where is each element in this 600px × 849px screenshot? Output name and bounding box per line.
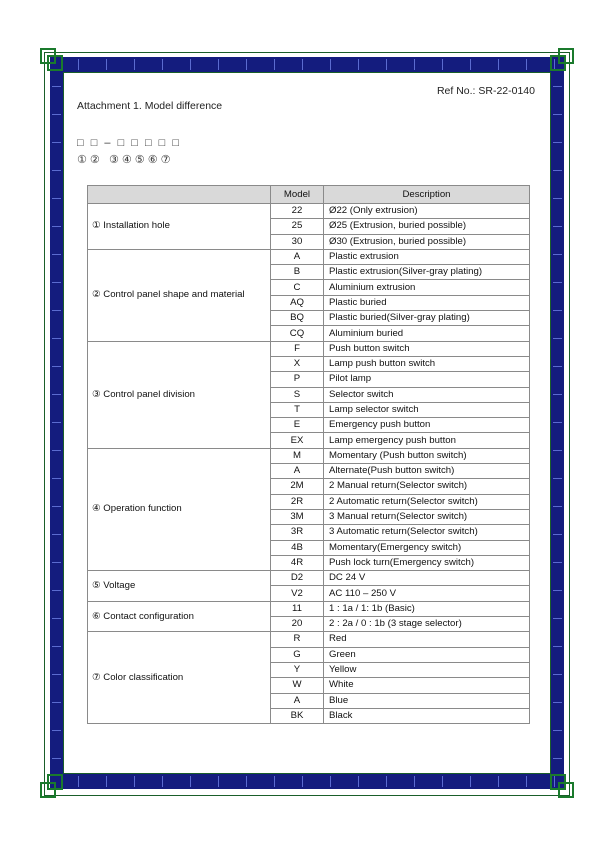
model-cell: T bbox=[271, 402, 324, 417]
model-cell: A bbox=[271, 464, 324, 479]
border-tick bbox=[52, 226, 61, 227]
description-cell: Ø25 (Extrusion, buried possible) bbox=[324, 219, 530, 234]
category-cell: ⑦ Color classification bbox=[88, 632, 271, 724]
border-tick bbox=[553, 310, 562, 311]
border-tick bbox=[52, 674, 61, 675]
border-tick bbox=[553, 450, 562, 451]
border-tick bbox=[553, 534, 562, 535]
border-tick bbox=[52, 590, 61, 591]
border-tick bbox=[358, 59, 359, 70]
border-tick bbox=[553, 86, 562, 87]
border-tick bbox=[78, 776, 79, 787]
model-cell: 3R bbox=[271, 525, 324, 540]
description-cell: 1 : 1a / 1: 1b (Basic) bbox=[324, 601, 530, 616]
model-cell: X bbox=[271, 356, 324, 371]
model-cell: AQ bbox=[271, 295, 324, 310]
border-tick bbox=[553, 198, 562, 199]
reference-number: Ref No.: SR-22-0140 bbox=[436, 85, 535, 97]
model-cell: BK bbox=[271, 708, 324, 723]
description-cell: 2 Automatic return(Selector switch) bbox=[324, 494, 530, 509]
border-tick bbox=[52, 394, 61, 395]
border-tick bbox=[553, 758, 562, 759]
model-cell: Y bbox=[271, 662, 324, 677]
border-tick bbox=[218, 59, 219, 70]
description-cell: 2 : 2a / 0 : 1b (3 stage selector) bbox=[324, 617, 530, 632]
border-tick bbox=[106, 776, 107, 787]
description-cell: Momentary (Push button switch) bbox=[324, 448, 530, 463]
category-cell: ④ Operation function bbox=[88, 448, 271, 570]
model-cell: A bbox=[271, 249, 324, 264]
border-tick bbox=[442, 776, 443, 787]
model-cell: W bbox=[271, 678, 324, 693]
border-tick bbox=[52, 758, 61, 759]
border-band-left bbox=[50, 57, 63, 789]
header-category bbox=[88, 186, 271, 204]
border-tick bbox=[134, 59, 135, 70]
model-code-pattern: □ □ – □ □ □ □ □ bbox=[77, 137, 182, 149]
border-tick bbox=[553, 618, 562, 619]
border-tick bbox=[414, 776, 415, 787]
model-cell: P bbox=[271, 372, 324, 387]
table-header-row bbox=[88, 186, 530, 204]
border-tick bbox=[553, 590, 562, 591]
border-tick bbox=[553, 142, 562, 143]
description-cell: Ø30 (Extrusion, buried possible) bbox=[324, 234, 530, 249]
description-cell: Plastic extrusion(Silver-gray plating) bbox=[324, 265, 530, 280]
border-tick bbox=[52, 450, 61, 451]
header-model: Model bbox=[271, 186, 324, 204]
border-tick bbox=[526, 776, 527, 787]
border-tick bbox=[246, 59, 247, 70]
border-tick bbox=[553, 366, 562, 367]
category-cell: ① Installation hole bbox=[88, 204, 271, 250]
category-cell: ⑥ Contact configuration bbox=[88, 601, 271, 632]
model-cell: 3M bbox=[271, 509, 324, 524]
model-cell: CQ bbox=[271, 326, 324, 341]
table-row bbox=[88, 249, 530, 264]
border-tick bbox=[498, 776, 499, 787]
description-cell: Plastic extrusion bbox=[324, 249, 530, 264]
border-tick bbox=[52, 282, 61, 283]
corner-ornament-top-right bbox=[550, 48, 574, 72]
border-tick bbox=[553, 114, 562, 115]
description-cell: Plastic buried bbox=[324, 295, 530, 310]
model-cell: V2 bbox=[271, 586, 324, 601]
description-cell: AC 110 – 250 V bbox=[324, 586, 530, 601]
border-tick bbox=[52, 198, 61, 199]
border-tick bbox=[52, 506, 61, 507]
corner-ornament-bottom-left bbox=[40, 774, 64, 798]
model-cell: 2M bbox=[271, 479, 324, 494]
model-cell: A bbox=[271, 693, 324, 708]
border-tick bbox=[52, 338, 61, 339]
model-cell: 30 bbox=[271, 234, 324, 249]
border-tick bbox=[52, 366, 61, 367]
table-row bbox=[88, 571, 530, 586]
model-cell: S bbox=[271, 387, 324, 402]
description-cell: Momentary(Emergency switch) bbox=[324, 540, 530, 555]
description-cell: Selector switch bbox=[324, 387, 530, 402]
border-tick bbox=[498, 59, 499, 70]
border-tick bbox=[52, 254, 61, 255]
description-cell: Aluminium extrusion bbox=[324, 280, 530, 295]
model-cell: G bbox=[271, 647, 324, 662]
border-tick bbox=[190, 59, 191, 70]
border-tick bbox=[442, 59, 443, 70]
model-difference-table bbox=[87, 185, 530, 724]
description-cell: Push lock turn(Emergency switch) bbox=[324, 555, 530, 570]
model-cell: EX bbox=[271, 433, 324, 448]
border-tick bbox=[553, 338, 562, 339]
border-tick bbox=[553, 478, 562, 479]
border-tick bbox=[52, 422, 61, 423]
border-tick bbox=[553, 646, 562, 647]
description-cell: White bbox=[324, 678, 530, 693]
border-tick bbox=[330, 776, 331, 787]
description-cell: Green bbox=[324, 647, 530, 662]
description-cell: 3 Automatic return(Selector switch) bbox=[324, 525, 530, 540]
border-tick bbox=[52, 646, 61, 647]
border-tick bbox=[52, 730, 61, 731]
border-tick bbox=[553, 170, 562, 171]
border-tick bbox=[246, 776, 247, 787]
model-cell: E bbox=[271, 418, 324, 433]
description-cell: Lamp push button switch bbox=[324, 356, 530, 371]
model-cell: 22 bbox=[271, 204, 324, 219]
table-row bbox=[88, 601, 530, 616]
border-tick bbox=[386, 776, 387, 787]
border-tick bbox=[553, 562, 562, 563]
model-cell: D2 bbox=[271, 571, 324, 586]
border-tick bbox=[162, 776, 163, 787]
border-tick bbox=[78, 59, 79, 70]
model-cell: C bbox=[271, 280, 324, 295]
border-tick bbox=[52, 170, 61, 171]
border-tick bbox=[302, 59, 303, 70]
description-cell: Red bbox=[324, 632, 530, 647]
table-row bbox=[88, 632, 530, 647]
border-tick bbox=[386, 59, 387, 70]
table-row bbox=[88, 341, 530, 356]
border-tick bbox=[274, 776, 275, 787]
model-cell: 2R bbox=[271, 494, 324, 509]
model-cell: 11 bbox=[271, 601, 324, 616]
border-tick bbox=[52, 702, 61, 703]
corner-ornament-top-left bbox=[40, 48, 64, 72]
description-cell: 3 Manual return(Selector switch) bbox=[324, 509, 530, 524]
border-tick bbox=[470, 776, 471, 787]
border-tick bbox=[330, 59, 331, 70]
border-tick bbox=[526, 59, 527, 70]
border-tick bbox=[553, 702, 562, 703]
header-description: Description bbox=[324, 186, 530, 204]
border-tick bbox=[414, 59, 415, 70]
border-tick bbox=[52, 114, 61, 115]
description-cell: Ø22 (Only extrusion) bbox=[324, 204, 530, 219]
border-tick bbox=[302, 776, 303, 787]
border-tick bbox=[52, 86, 61, 87]
description-cell: Blue bbox=[324, 693, 530, 708]
border-tick bbox=[274, 59, 275, 70]
border-tick bbox=[52, 534, 61, 535]
border-tick bbox=[52, 618, 61, 619]
description-cell: Pilot lamp bbox=[324, 372, 530, 387]
border-tick bbox=[553, 730, 562, 731]
model-cell: F bbox=[271, 341, 324, 356]
description-cell: Black bbox=[324, 708, 530, 723]
border-band-top bbox=[50, 57, 564, 72]
border-tick bbox=[553, 226, 562, 227]
border-band-right bbox=[551, 57, 564, 789]
border-tick bbox=[52, 478, 61, 479]
border-tick bbox=[218, 776, 219, 787]
description-cell: Plastic buried(Silver-gray plating) bbox=[324, 311, 530, 326]
border-tick bbox=[106, 59, 107, 70]
description-cell: Aluminium buried bbox=[324, 326, 530, 341]
border-tick bbox=[553, 394, 562, 395]
description-cell: Emergency push button bbox=[324, 418, 530, 433]
model-cell: B bbox=[271, 265, 324, 280]
description-cell: DC 24 V bbox=[324, 571, 530, 586]
model-cell: R bbox=[271, 632, 324, 647]
description-cell: 2 Manual return(Selector switch) bbox=[324, 479, 530, 494]
border-tick bbox=[553, 506, 562, 507]
border-tick bbox=[553, 282, 562, 283]
table-body bbox=[88, 204, 530, 724]
category-cell: ⑤ Voltage bbox=[88, 571, 271, 602]
border-tick bbox=[553, 254, 562, 255]
border-tick bbox=[162, 59, 163, 70]
border-tick bbox=[52, 142, 61, 143]
border-tick bbox=[470, 59, 471, 70]
border-tick bbox=[52, 562, 61, 563]
description-cell: Push button switch bbox=[324, 341, 530, 356]
border-tick bbox=[358, 776, 359, 787]
border-tick bbox=[553, 422, 562, 423]
model-cell: BQ bbox=[271, 311, 324, 326]
page-title: Attachment 1. Model difference bbox=[77, 100, 223, 112]
border-tick bbox=[134, 776, 135, 787]
model-cell: 4R bbox=[271, 555, 324, 570]
description-cell: Lamp emergency push button bbox=[324, 433, 530, 448]
border-tick bbox=[52, 310, 61, 311]
description-cell: Yellow bbox=[324, 662, 530, 677]
border-tick bbox=[553, 674, 562, 675]
model-code-positions: ① ② ③ ④ ⑤ ⑥ ⑦ bbox=[77, 154, 171, 166]
description-cell: Lamp selector switch bbox=[324, 402, 530, 417]
category-cell: ② Control panel shape and material bbox=[88, 249, 271, 341]
border-band-bottom bbox=[50, 774, 564, 789]
table-row bbox=[88, 448, 530, 463]
model-cell: 25 bbox=[271, 219, 324, 234]
model-cell: M bbox=[271, 448, 324, 463]
model-cell: 4B bbox=[271, 540, 324, 555]
corner-ornament-bottom-right bbox=[550, 774, 574, 798]
category-cell: ③ Control panel division bbox=[88, 341, 271, 448]
border-tick bbox=[190, 776, 191, 787]
description-cell: Alternate(Push button switch) bbox=[324, 464, 530, 479]
model-cell: 20 bbox=[271, 617, 324, 632]
table-row bbox=[88, 204, 530, 219]
